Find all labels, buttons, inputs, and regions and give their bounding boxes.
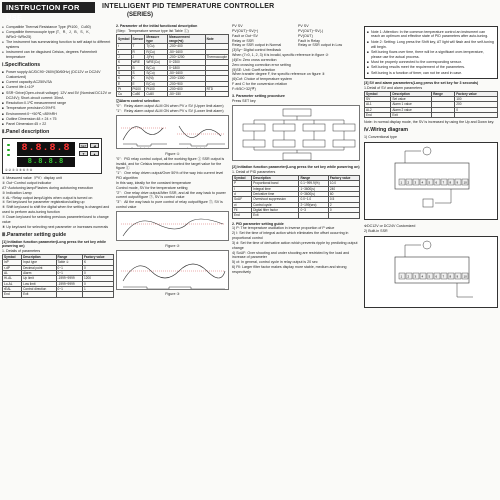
table-cell: End [3,292,22,297]
table-cell: E [117,81,132,86]
table-cell: Pt100 [131,86,145,91]
controller-panel [2,138,102,174]
sv-table [364,91,498,119]
control-item: Control mode, SV for the temperature setting [116,185,188,190]
table-cell: Thermocouple [206,54,227,59]
chart-label-upper: Upper limit alarm [131,146,154,149]
intro-item: ● Compatible Thermal Resistance Type (Pt100、Cu50) [2,25,114,30]
table-cell: t [117,44,132,49]
table-cell: -200~900 [168,81,206,86]
pid-note: 3) d: Set the time of derivative action which prevents ripple by predicting output change [232,240,358,250]
legend-item: ⑤ Set key/used for parameter registration/calling up [2,200,85,205]
function-items [232,48,360,92]
table-cell: S [117,70,132,75]
table-cell: 0~1 [56,265,82,270]
pid-note: 4) SoUF: Over shooting and under shooting are restricted by the load and increase of parameter [232,250,350,260]
terminal-label: 10 [463,274,467,279]
table-header-cell: Symbol [3,255,22,260]
tip-item: ■ Must be properly connected to the corresponding sensor. [367,60,495,65]
column-1 [2,24,114,298]
up-button[interactable]: ▲ [90,151,99,156]
table-cell: Pt100 [145,86,168,91]
alarm-title: ⑵Alarm control selection [116,99,160,104]
table-cell: T(Cu) [145,44,168,49]
key-line: Relay or SSR output in Normal [232,43,282,48]
wiring-diagram-ssr [364,236,498,308]
table-cell: -50~150 [168,92,206,97]
table-header-cell: Range [432,91,455,96]
table-cell: E [131,81,145,86]
sv-display: 8.8.8.8 [17,157,75,167]
table-header-cell: Symbol [233,176,252,181]
table-cell: J(Fe) [145,54,168,59]
procedure-flowchart [232,105,360,161]
table-cell: 1200 [82,276,113,281]
procedure-title: 3. Parameter setting procedure [232,93,285,98]
terminal-label: 6 [435,274,438,279]
table-cell: rEAL [3,286,22,291]
table-cell: 0~1800 [168,65,206,70]
table-cell [82,292,113,297]
table-cell: 10.0 [328,181,359,186]
table-header-cell: Note [205,34,228,44]
legend-item: ④ AL~Relay output lamp/Lights when output is turned on [2,195,93,200]
spec-list [2,70,114,127]
table-row [117,92,229,97]
table-cell: Hi-AL [3,276,22,281]
legend-item: ③ Indication Lamp [2,190,32,195]
pid-table [232,175,360,219]
table-cell: r-dP [3,265,22,270]
wiring-diagram-conventional [364,142,498,220]
table-cell: 100 [455,97,498,102]
at-led [7,149,10,151]
col2-sub: (Step：Temperature sensor type list Table ①) [116,28,189,33]
key-line: PV(OUT) [298,33,313,38]
terminal-label: 10 [463,180,467,185]
table-cell: -50~1600 [168,70,206,75]
column-2 [116,24,229,297]
table-cell: 0~1 [56,270,82,275]
pid-sub: 1. Detail of PID parameters [232,170,276,175]
table-cell: r [117,49,132,54]
function-item: Zero crossing correction error setting [232,62,291,67]
pid-note: 6) Fil: Larger filter factor makes display more stable, medium and strong respectively [232,265,347,274]
autotune-tips [364,26,498,79]
table-cell: 60 [328,191,359,196]
terminal-label: 6 [435,180,438,185]
control-item: "1"：One relay driven output/Over 50% of the way into current level PID algorithm [116,171,224,181]
table-cell [56,292,82,297]
tip-item: ■ Self-tuning results meet the requirement of the parameters. [367,65,495,70]
intro-item: ● The instrument has summarizing function to self adapt to different systems [2,40,114,50]
table-cell: S(Cu) [145,70,168,75]
fig1-label: Figure ① [165,151,180,156]
upper-alarm-graph [121,127,167,146]
wiring-note: ※DC12V or DC24V Customized [364,223,416,228]
terminal-label: 3 [414,180,417,185]
table-cell: Digital filter factor [252,207,299,212]
control-chart-a [116,211,229,241]
sensor-table [116,34,229,98]
table-header-cell: Symbol [365,91,391,96]
table-cell: -200~1200 [168,54,206,59]
tip-item: ■ Self-tuning is a function of timer, can not be used in case. [367,71,495,76]
set-button[interactable]: SET [80,144,87,149]
table-cell: Input type [22,260,56,265]
table-cell: AL2 [365,107,391,112]
table-cell: Pt [117,86,132,91]
column-4 [364,24,498,311]
table-cell: 2 [328,202,359,207]
table-cell: K [117,76,132,81]
table-header-cell: Factory value [455,91,498,96]
table-header-cell: Measure type [145,34,168,44]
panel-title: Ⅱ.Panel description [2,129,50,136]
table-cell: Alarm 2 value [391,107,432,112]
sv-sub: 1.Detail of SV and alarm parameters [364,85,423,90]
table-cell: Control direction [22,286,56,291]
key-diagrams [232,24,360,48]
table-cell: End [233,213,252,218]
table-cell [328,213,359,218]
terminal-label: 2 [407,274,410,279]
table-header-cell: Factory value [82,255,113,260]
table-cell: Cu50 [145,92,168,97]
function-item: When transfer degree F, the specific reference on figure ③ [232,72,325,77]
shift-button[interactable]: ◀ [90,143,99,148]
key-line: Relay or SSR output in Low [298,43,343,48]
terminal-label: 8 [449,180,452,185]
table-cell: Alarm 1 value [391,102,432,107]
table-cell: 200 [455,102,498,107]
table-cell: 0 [82,265,113,270]
spec-item: ■ Resolution:0.1℃ measurement range [2,101,114,106]
function-item: (6)Cof: Choice of temperature system [232,77,292,82]
table-cell: 0.0~1.0 [299,197,328,202]
key-line: PV SV [232,24,243,28]
legend-list [2,176,114,229]
function-item: F and C for the conversion relation [232,82,288,87]
table-cell: Decimal point [22,265,56,270]
table-cell: 1 [82,286,113,291]
terminal-label: 5 [428,180,431,185]
table-cell: S [131,70,145,75]
table-cell: Cu50 [131,92,145,97]
spec-item: ■ Current capacity:AC250V/3A [2,80,114,85]
alarm-item: "1"：Relay alarm output ALM ON when PV ≤ SV (Lower limit alarm) [116,109,224,114]
function-item: (5)SE: Unit: Coeff.selection [232,67,276,72]
key-diagram-right [298,24,360,48]
terminal-label: 5 [428,274,431,279]
table-cell: Proportional band [252,181,299,186]
control-item: "0"：PID relay control output, all the working figure ① SSR output is invalid, and for Celsius temperature control the target value for the figure ① [116,156,225,171]
table-cell: 1~3600(s) [299,186,328,191]
out-led [7,144,10,146]
function-item: When (7=0, 1, 2, 3) it is invalid, specific reference in figure ② [232,53,329,58]
pid-note: 1) P: The temperature oscillation in inverse proportion of P value [232,226,335,231]
tip-item: ■ Note 1: Attention: In the common temperature control an instrument can reach an optimum and effective state of PID parameters after auto-tuning. [367,30,495,40]
function-item: (4)En: Zero cross correction [232,57,277,62]
table-cell: K [117,60,132,65]
key-line: Fault or Out~SV [232,33,258,38]
spec-item: ■ Current life:1×10⁵ [2,85,114,90]
pid-notes-title: 2. PID parameter setting guide [232,221,284,226]
table-cell: Cu [117,92,132,97]
table-cell: 0 [82,270,113,275]
table-cell: 0~2300 [168,60,206,65]
key-line: PV SV [298,24,309,28]
legend-item: ⑧ Up key/used for selecting next parameter or increases numerals [2,224,109,229]
table-header-cell: Symbol [117,34,132,44]
table-cell: -1999~9999 [56,276,82,281]
table-cell: 0 [455,107,498,112]
key-diagram-left [232,24,294,48]
table-cell: Low limit [22,281,56,286]
terminal-label: 1 [400,180,403,185]
pid-notes [232,226,360,274]
wiring-1-label: 1) Conventional type [364,135,397,140]
table-cell: J [117,54,132,59]
table-cell: Integral time [252,186,299,191]
table-cell [299,213,328,218]
table-cell: -1999~9999 [56,281,82,286]
key-line: PV(OUT)~SV(-) [298,28,324,33]
pid-title: [2] Initiation function parameter(Long press the set key while powering on) [232,165,360,170]
table-cell: 0 [328,207,359,212]
intro-item: ● Compatible thermocouple type (T、R、J、B、S、K、WRe3~WRe25) [2,30,114,40]
table-cell [432,113,455,118]
spec-item: ■ Temperature precision:0.5%FS [2,106,114,111]
terminal-label: 9 [456,180,459,185]
table-cell: J [131,54,145,59]
table-header-cell: Description [22,255,56,260]
param-sub2: 1. Details of parameters [2,249,41,254]
table-header-cell: Range [299,176,328,181]
table-header-cell: Factory value [328,176,359,181]
table-cell: 2~199(sec) [299,202,328,207]
table-cell: InP [3,260,22,265]
table-cell: AL [3,270,22,275]
pid-note: 5) ct: In general, control cycle in relay output is 20 sec [232,260,318,265]
lower-alarm-graph [177,126,225,146]
table-cell: B [131,65,145,70]
header-series: (SERIES) [127,12,154,18]
table-header-cell: Range [56,255,82,260]
legend-item: ⑦ Down key/used for selecting previous parameter/used to change value [2,214,109,224]
table-cell: Table ① [56,260,82,265]
table-cell: Lo-AL [3,281,22,286]
spec-item: ■ Environment:0~+50℃,<85%RH [2,112,114,117]
table-cell: E(Cu) [145,81,168,86]
table-cell: -50~1600 [168,49,206,54]
column-3 [232,24,360,275]
table-cell: Exit [391,113,432,118]
table-cell: -200~400 [168,44,206,49]
sv-note: Note: In normal display mode, the SV is increased by using the Up and Down key. [364,120,495,125]
terminal-label: 4 [421,180,424,185]
key-line: Relay or SSR [232,38,254,43]
table-cell: R(Cu) [145,49,168,54]
table-row [117,54,229,59]
table-header-cell: Sensor [131,34,145,44]
table-cell [205,92,228,97]
table-cell: Exit [252,213,299,218]
tip-item: ■ Note 2: Setting: Long press the Shift key, AT light will flash and the self-tuning will begin. [367,40,495,50]
control-item: "2"：One relay drive output/After SSR, and all the way back to power current output/figure ③, SV is control value [116,190,226,200]
legend-item: ① Measured value（PV）display unit [2,176,62,181]
table-cell: AL1 [365,102,391,107]
param-sub: [1] Initiation function parameter(Long press the set key while powering on) [2,239,107,249]
alarm-list [116,104,229,114]
tip-item: ■ Self-tuning flows over time, there will be a significant over-temperature, please use the actual process. [367,50,495,60]
init-param-table [2,254,114,298]
table-header-cell: Description [391,91,432,96]
chart-label-lower: Lower limit alarm [187,146,210,149]
table-cell: WRE [131,60,145,65]
table-cell: Alarm [22,270,56,275]
table-cell: 240 [328,186,359,191]
terminal-label: 3 [414,274,417,279]
terminal-label: 7 [442,180,445,185]
table-cell: -200~1300 [168,76,206,81]
table-cell: K(Ni) [145,76,168,81]
control-item: "3"：All the way back to pure control of relay output/figure ③, SV is control value [116,200,223,210]
param-title: Ⅲ.Parameter setting guide [2,231,67,238]
table-cell: 0.5 [328,197,359,202]
table-cell: d [233,191,252,196]
key-line: Fault in Relay [298,38,320,43]
legend-item: ② Out~Control output indicator [2,181,52,186]
table-row [117,86,229,91]
function-item: (3)Sy~ Digital control feedback [232,48,282,53]
key-line: PV(OUT)~SV(+) [232,28,259,33]
spec-item: ■ Panel Dimension:45 × 22 [2,122,114,127]
pv-display: 8.8.8.8 [17,142,75,156]
terminal-label: 7 [442,274,445,279]
terminal-label: 9 [456,274,459,279]
table-cell: T [131,44,145,49]
terminal-label: 8 [449,274,452,279]
table-cell: b [117,65,132,70]
table-cell: P [233,181,252,186]
terminal-label: 2 [407,180,410,185]
table-cell: WRE(Cu) [145,60,168,65]
alarm-item: "0"：Relay alarm output ALM ON when PV ≥ SV (Upper limit alarm) [116,104,224,109]
spec-item: ■ Outline Dimension:48 × 24 × 75 [2,117,114,122]
fig3-label: Figure ③ [165,292,180,297]
table-cell: I [233,186,252,191]
table-row [365,113,498,118]
col2-title: 2. Parameter of the initial functional description [116,24,198,28]
al-led [7,154,10,156]
table-cell: 0~3 [299,207,328,212]
function-item: F=9/5C+32(℉) [232,86,256,91]
table-cell: Exit [22,292,56,297]
control-items [116,157,229,210]
pid-note: 2) I: Set the time of integral action which eliminates the offset occurring in proportional control [232,231,349,241]
table-cell: Up limit [22,276,56,281]
spec-item: ■ Power supply:AC/DC90~260V(50/60Hz) (DC12V or DC24V Customized) [2,70,114,80]
spec-item: ■ SSR~Drive(Open-circuit voltage): 12V and 5V (Nominal DC12V or DC24V); Short-circuit current: 30mA [2,91,114,101]
panel-callouts: ① ② ③ ④ ⑤ ⑥ ⑦ ⑧ [5,168,33,173]
table-cell: RTD [205,86,228,91]
table-cell: SV [365,97,391,102]
procedure-sub: Press SET key [232,98,256,103]
terminal-label: 1 [400,274,403,279]
table-row [3,292,114,297]
table-cell: ct [233,202,252,207]
spec-title: Ⅰ.Specifications [2,61,41,68]
table-cell [455,113,498,118]
table-cell: End [365,113,391,118]
alarm-chart [116,115,229,149]
table-header-row [117,34,229,44]
table-cell: R [131,49,145,54]
table-cell: 0~3600(s) [299,191,328,196]
table-header-cell: Description [252,176,299,181]
legend-item: AT~Autotuning lamp/Flashes during autotuning execution [2,185,94,190]
table-cell: 0 [82,281,113,286]
table-cell: Derivative time [252,191,299,196]
intro-list [2,25,114,60]
table-cell: 0~1 [56,286,82,291]
header [2,2,498,22]
intro-item: ● Instrument can be disguised Celsius, degrees Fahrenheit temperature [2,50,114,60]
table-cell: K [82,260,113,265]
down-button[interactable]: ▼ [79,151,88,156]
table-cell: Overshoot suppression [252,197,299,202]
table-cell: K [131,76,145,81]
wiring-title: Ⅳ.Wiring diagram [364,127,408,134]
sv-title: [3] SV and alarm parameters(Long press the set key for 3 seconds) [364,81,479,86]
table-header-cell: Measurement range(℃) [168,34,206,44]
terminal-label: 4 [421,274,424,279]
fig2-label: Figure ② [165,243,180,248]
header-badge: INSTRUCTION FOR USE [2,2,95,13]
header-title: INTELLIGENT PID TEMPERATURE CONTROLLER [102,3,275,10]
control-chart-b [116,250,229,290]
table-cell: Fil [233,207,252,212]
table-cell: SoUF [233,197,252,202]
table-row [233,213,360,218]
table-cell: 0.1~999.9(%) [299,181,328,186]
control-item: In this way, ideally for the constant temperature [116,180,192,185]
table-cell: -200~600 [168,86,206,91]
table-cell: B(Cu) [145,65,168,70]
wiring-2-label: 2) Built-in SSR [364,228,388,233]
table-cell: Set value [391,97,432,102]
table-cell: Control cycle [252,202,299,207]
legend-item: ⑥ Shift key/used to shift the digital when the setting is changed and used to perform auto-tuning function [2,205,110,215]
